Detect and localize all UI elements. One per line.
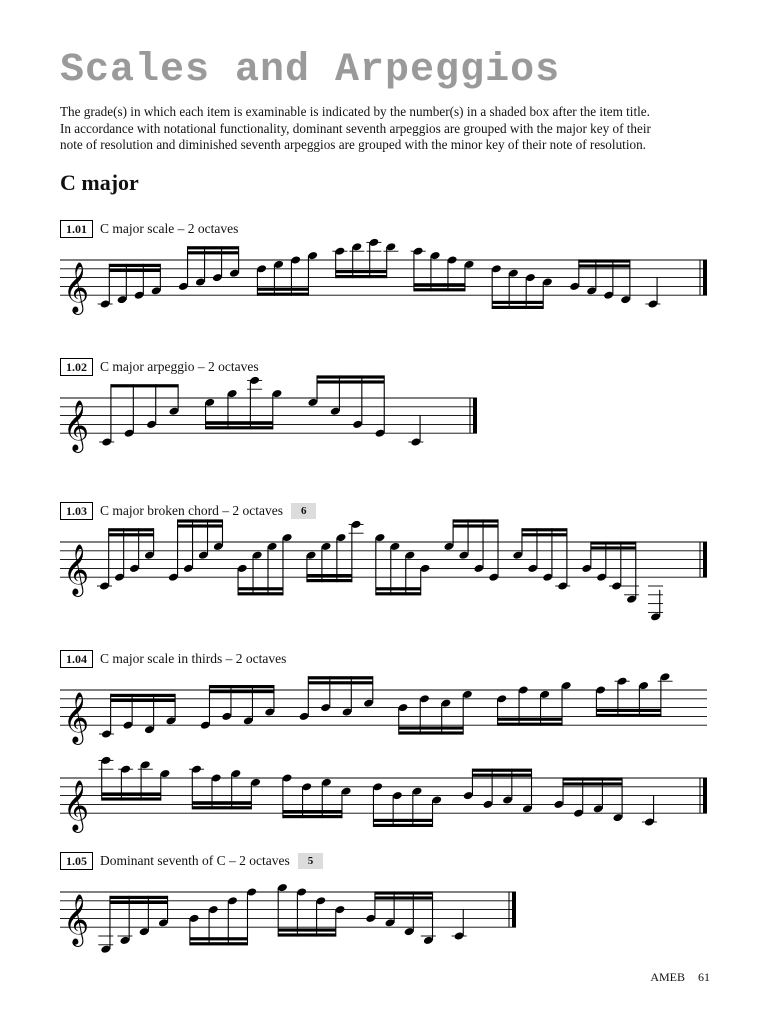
note-beam <box>472 774 531 777</box>
music-staff-1-04b <box>0 758 768 836</box>
note-beam <box>336 270 387 273</box>
item-header-1-02 <box>60 358 259 376</box>
note-beam <box>399 731 463 734</box>
treble-clef-icon: 𝄞 <box>63 544 90 596</box>
note-beam <box>111 699 175 702</box>
note-beam <box>102 792 161 795</box>
note-beam <box>579 264 630 267</box>
note-beam <box>111 694 175 697</box>
item-header-1-03 <box>60 502 316 520</box>
note-beam <box>414 283 465 286</box>
music-staff-1-02 <box>0 378 768 456</box>
note-beam <box>522 528 567 531</box>
item-title: C major scale – 2 octaves <box>100 221 239 236</box>
page-title: Scales and Arpeggios <box>60 48 561 93</box>
note-beam <box>190 942 248 945</box>
note-beam <box>278 933 336 936</box>
note-beam <box>109 264 160 267</box>
item-header-1-05 <box>60 852 323 870</box>
note-beam <box>206 421 273 424</box>
note-beam <box>209 685 273 688</box>
item-title: C major broken chord – 2 octaves <box>100 503 283 518</box>
note-beam <box>376 587 421 590</box>
footer-publisher: AMEB <box>650 970 685 984</box>
note-beam <box>498 718 562 721</box>
treble-clef-icon: 𝄞 <box>63 780 90 832</box>
note-beam <box>522 533 567 536</box>
note-beam <box>307 579 352 582</box>
intro-line: In accordance with notational functionality, dominant seventh arpeggios are grouped with the major key of their <box>60 120 651 136</box>
note-beam <box>238 592 283 595</box>
note-beam <box>472 769 531 772</box>
item-header-1-04 <box>60 650 286 668</box>
item-number-box: 1.03 <box>60 502 93 520</box>
final-barline <box>512 892 516 927</box>
note-beam <box>257 293 308 296</box>
note-beam <box>579 259 630 262</box>
grade-badge: 6 <box>291 503 317 519</box>
note-beam <box>591 541 636 544</box>
note-beam <box>453 519 498 522</box>
music-staff-1-01 <box>0 240 768 318</box>
intro-line: The grade(s) in which each item is examinable is indicated by the number(s) in a shaded box after the item title. <box>60 104 650 119</box>
note-beam <box>596 709 660 712</box>
final-barline <box>473 398 477 433</box>
note-beam <box>188 251 239 254</box>
note-beam <box>307 574 352 577</box>
note-beam <box>278 928 336 931</box>
note-beam <box>399 726 463 729</box>
note-beam <box>192 806 251 809</box>
note-beam <box>238 587 283 590</box>
note-beam <box>414 288 465 291</box>
note-beam <box>109 533 154 536</box>
note-beam <box>373 819 432 822</box>
item-header-1-01 <box>60 220 238 238</box>
note-beam <box>110 901 168 904</box>
note-beam <box>102 797 161 800</box>
note-beam <box>563 782 622 785</box>
final-barline <box>703 542 707 577</box>
note-beam <box>498 723 562 726</box>
item-number-box: 1.04 <box>60 650 93 668</box>
item-title: C major arpeggio – 2 octaves <box>100 359 259 374</box>
music-staff-1-04a <box>0 670 768 748</box>
note-beam <box>209 690 273 693</box>
note-beam <box>563 777 622 780</box>
music-staff-1-05 <box>0 872 768 950</box>
treble-clef-icon: 𝄞 <box>63 692 90 744</box>
treble-clef-icon: 𝄞 <box>63 894 90 946</box>
grade-badge: 5 <box>298 853 324 869</box>
note-beam <box>317 380 384 383</box>
note-beam <box>492 306 543 309</box>
note-beam <box>336 275 387 278</box>
item-number-box: 1.01 <box>60 220 93 238</box>
footer-page-number: 61 <box>698 970 710 984</box>
note-beam <box>111 384 178 387</box>
note-beam <box>596 714 660 717</box>
intro-line: note of resolution and diminished seventh arpeggios are grouped with the minor key of their note of resolution. <box>60 137 646 152</box>
note-beam <box>109 269 160 272</box>
note-beam <box>317 375 384 378</box>
section-heading: C major <box>60 170 139 195</box>
item-title: C major scale in thirds – 2 octaves <box>100 651 287 666</box>
note-beam <box>110 896 168 899</box>
treble-clef-icon: 𝄞 <box>63 400 90 452</box>
note-beam <box>375 891 433 894</box>
note-beam <box>190 937 248 940</box>
note-beam <box>308 681 372 684</box>
note-beam <box>453 524 498 527</box>
intro-text <box>60 104 720 154</box>
note-beam <box>178 519 223 522</box>
note-beam <box>188 246 239 249</box>
note-beam <box>308 676 372 679</box>
final-barline <box>703 778 707 813</box>
final-barline <box>703 260 707 295</box>
note-beam <box>375 896 433 899</box>
note-beam <box>178 524 223 527</box>
note-beam <box>591 546 636 549</box>
note-beam <box>206 426 273 429</box>
music-staff-1-03 <box>0 522 768 600</box>
page-footer <box>650 970 710 985</box>
note-beam <box>109 528 154 531</box>
item-number-box: 1.02 <box>60 358 93 376</box>
note-beam <box>283 810 342 813</box>
note-beam <box>257 288 308 291</box>
item-number-box: 1.05 <box>60 852 93 870</box>
note-beam <box>376 592 421 595</box>
note-beam <box>373 824 432 827</box>
note-beam <box>283 815 342 818</box>
item-title: Dominant seventh of C – 2 octaves <box>100 853 290 868</box>
note-beam <box>192 801 251 804</box>
note-beam <box>492 301 543 304</box>
treble-clef-icon: 𝄞 <box>63 262 90 314</box>
